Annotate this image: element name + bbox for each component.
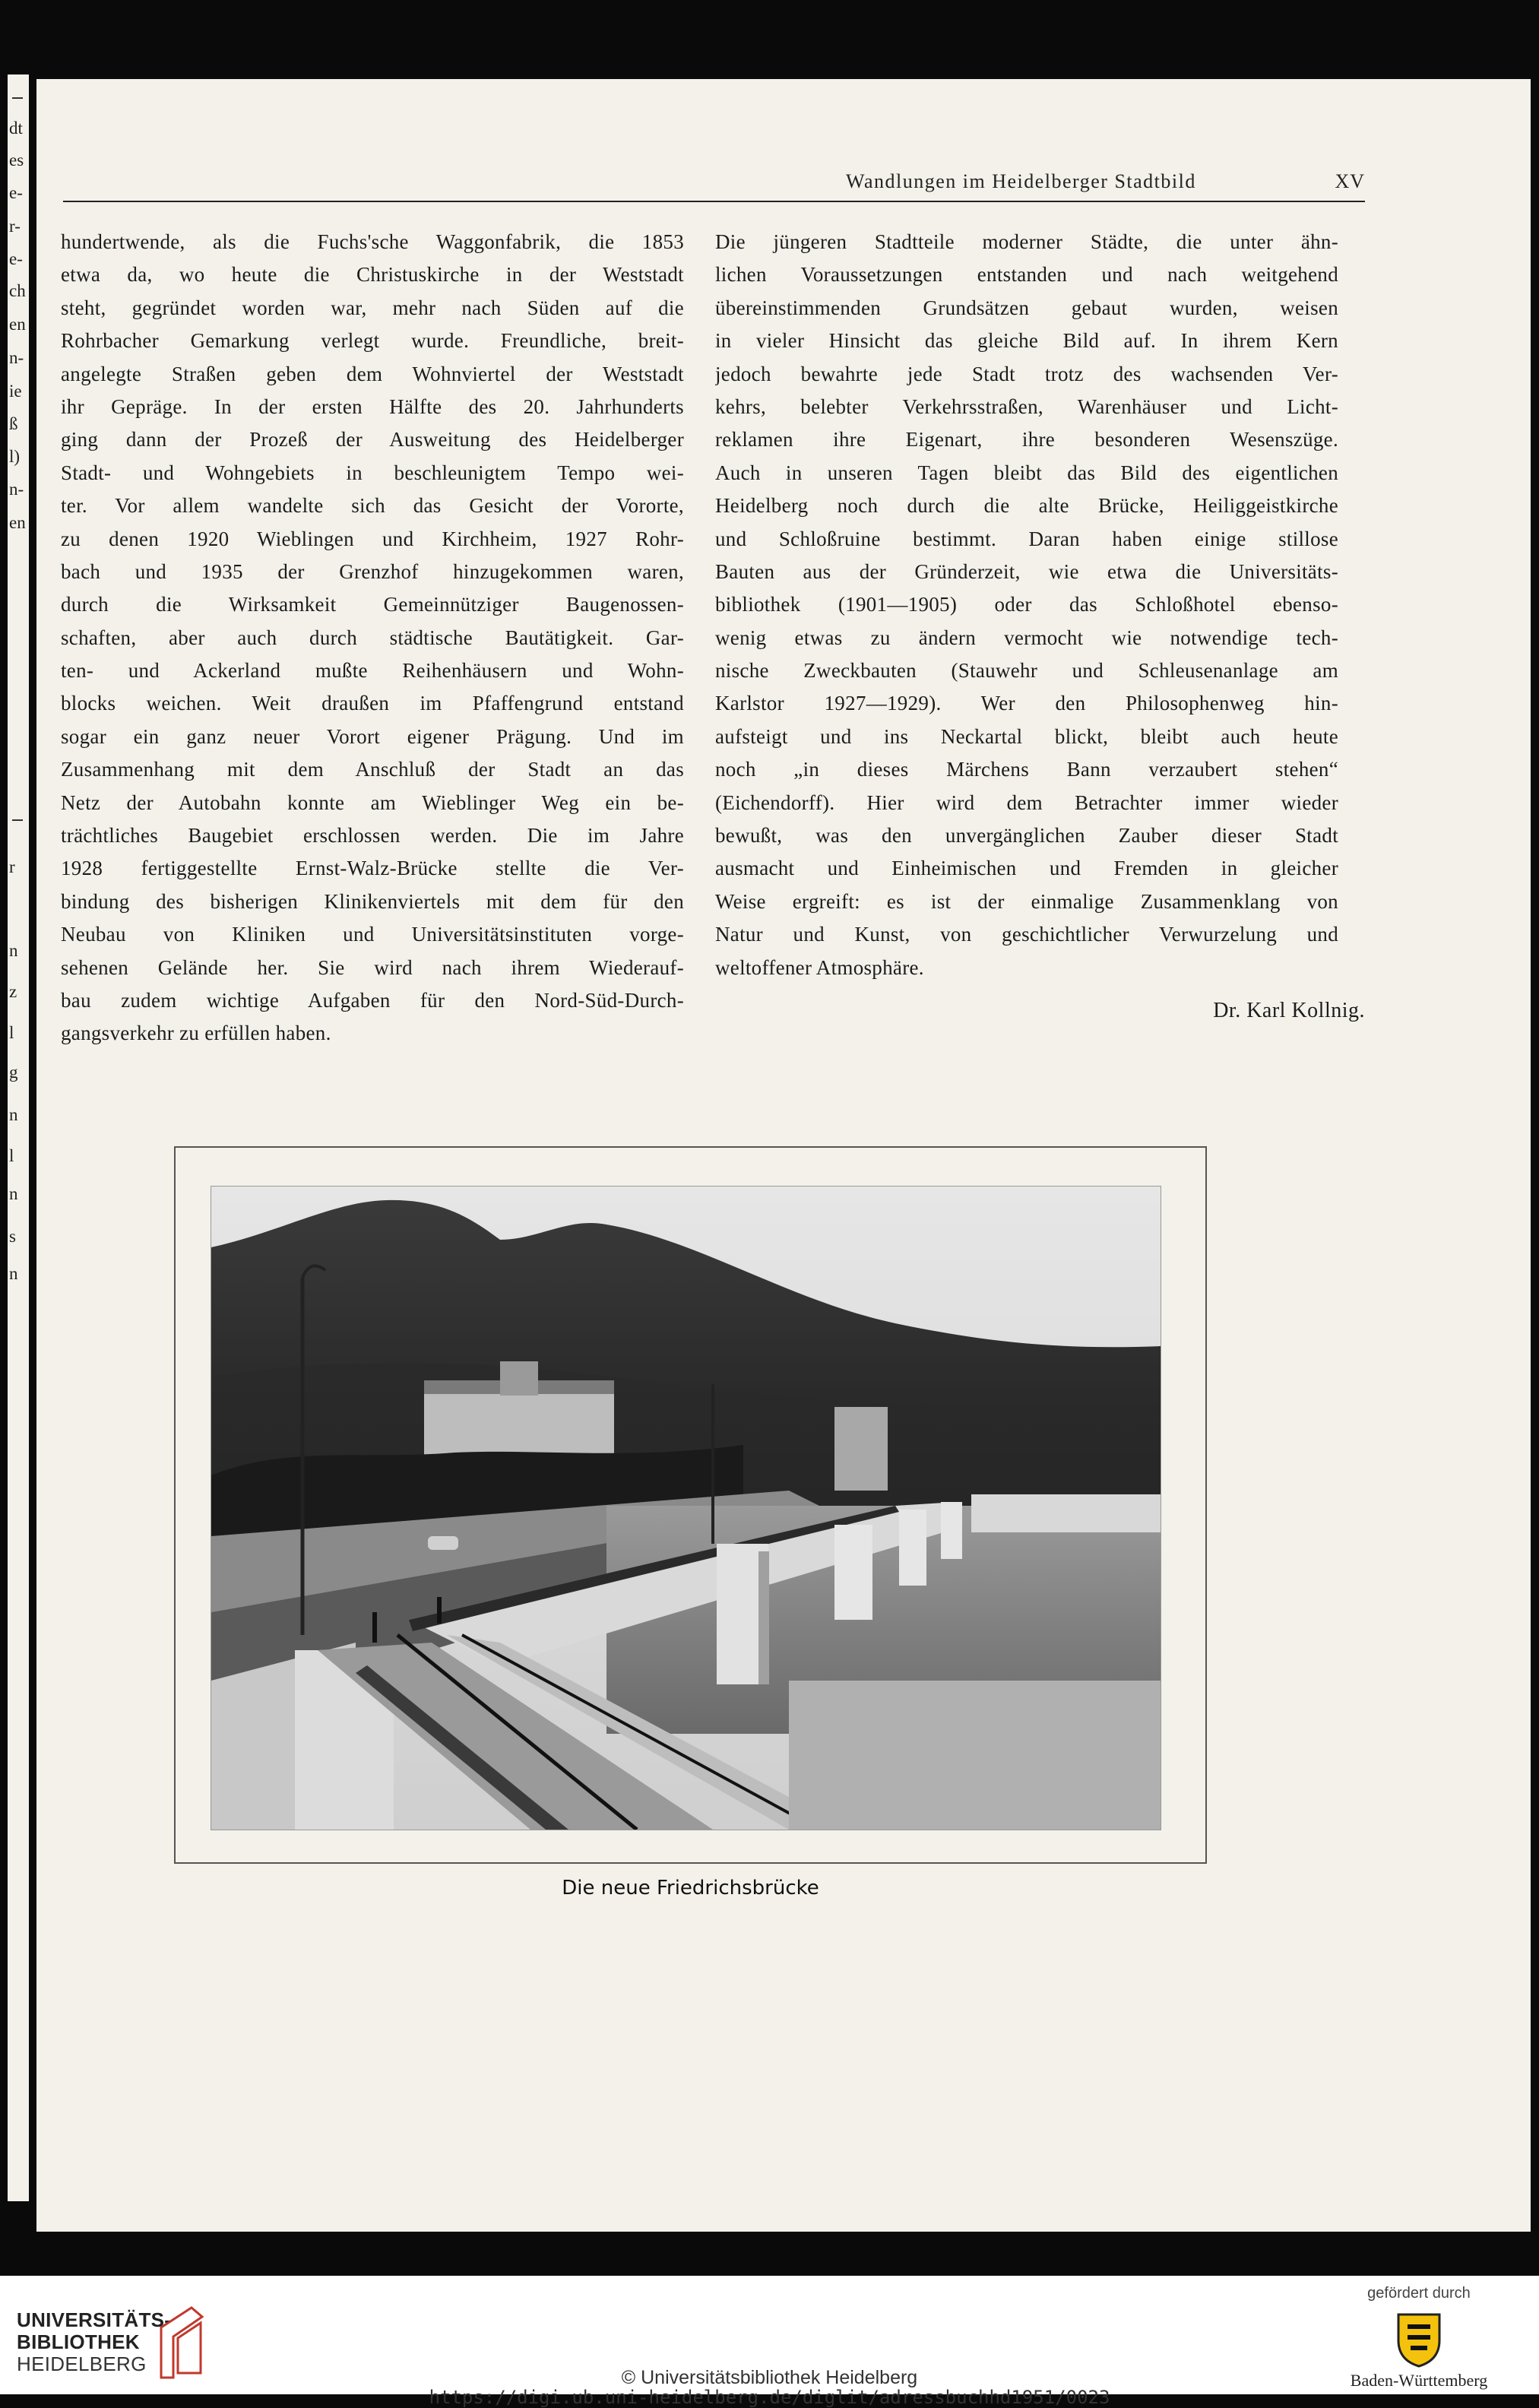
text-line: Neubau von Kliniken und Universitätsinstituten vorge- [61, 923, 684, 946]
text-line: bindung des bisherigen Klinikenviertels mit dem für den [61, 889, 684, 913]
adjacent-page-fragment: s [9, 1227, 16, 1246]
text-line: bewußt, was den unvergänglichen Zauber dieser Stadt [715, 824, 1338, 848]
adjacent-page-fragment: n- [9, 348, 24, 367]
adjacent-page-fragment: e- [9, 183, 23, 202]
adjacent-page-fragment: ie [9, 382, 22, 401]
adjacent-page-fragment: n [9, 941, 18, 960]
text-line: bau zudem wichtige Aufgaben für den Nord-Süd-Durch- [61, 988, 684, 1012]
text-line: steht, gegründet worden war, mehr nach Süden auf die [61, 296, 684, 319]
text-line: Zusammenhang mit dem Anschluß der Stadt an das [61, 758, 684, 781]
running-header-title: Wandlungen im Heidelberger Stadtbild [846, 170, 1196, 192]
adjacent-page-fragment: en [9, 513, 26, 532]
footer [0, 2276, 1539, 2408]
header-rule [63, 201, 1365, 202]
sponsor-name: Baden-Württemberg [1350, 2371, 1488, 2390]
text-line: Die jüngeren Stadtteile moderner Städte, die unter ähn- [715, 230, 1338, 253]
text-line: angelegte Straßen geben dem Wohnviertel der Weststadt [61, 362, 684, 385]
adjacent-page-edge [8, 74, 29, 2201]
adjacent-page-fragment: n [9, 1105, 18, 1124]
text-line: hundertwende, als die Fuchs'sche Waggonfabrik, die 1853 [61, 230, 684, 253]
text-line: reklamen ihre Eigenart, ihre besonderen Wesenszüge. [715, 428, 1338, 452]
text-line: aufsteigt und ins Neckartal blickt, bleibt auch heute [715, 724, 1338, 748]
text-line: nische Zweckbauten (Stauwehr und Schleusenanlage am [715, 659, 1338, 683]
sponsor-label: gefördert durch [1367, 2285, 1471, 2302]
text-line: in vieler Hinsicht das gleiche Bild auf. In ihrem Kern [715, 329, 1338, 353]
text-line: Bauten aus der Gründerzeit, wie etwa die Universitäts- [715, 559, 1338, 583]
photo-caption: Die neue Friedrichsbrücke [562, 1877, 819, 1899]
adjacent-page-fragment: es [9, 150, 24, 170]
adjacent-page-fragment: r- [9, 217, 21, 236]
text-line: und Schloßruine bestimmt. Daran haben einige stillose [715, 527, 1338, 550]
copyright-text: © Universitätsbibliothek Heidelberg [621, 2367, 918, 2388]
sponsor-block [1343, 2285, 1495, 2391]
text-line: kehrs, belebter Verkehrsstraßen, Warenhäuser und Licht- [715, 394, 1338, 418]
text-line: wenig etwas zu ändern vermocht wie notwendige tech- [715, 626, 1338, 649]
text-line: etwa da, wo heute die Christuskirche in der Weststadt [61, 263, 684, 287]
text-line: sogar ein ganz neuer Vorort eigener Prägung. Und im [61, 724, 684, 748]
adjacent-page-fragment: n- [9, 480, 24, 499]
page-edge-mark [12, 97, 23, 99]
text-line: Auch in unseren Tagen bleibt das Bild des eigentlichen [715, 461, 1338, 484]
text-line: sehenen Gelände her. Sie wird nach ihrem Wiederauf- [61, 955, 684, 979]
text-line: bach und 1935 der Grenzhof hinzugekommen waren, [61, 559, 684, 583]
adjacent-page-fragment: en [9, 315, 26, 334]
text-line: blocks weichen. Weit draußen im Pfaffengrund entstand [61, 692, 684, 715]
ub-logo-line1: UNIVERSITÄTS- [17, 2308, 172, 2331]
text-line: durch die Wirksamkeit Gemeinnütziger Baugenossen- [61, 593, 684, 616]
page-edge-mark [12, 819, 23, 821]
permalink-url[interactable]: https://digi.ub.uni-heidelberg.de/diglit/adressbuchhd1951/0023 [429, 2387, 1110, 2408]
adjacent-page-fragment: z [9, 982, 17, 1001]
text-line: ten- und Ackerland mußte Reihenhäusern und Wohn- [61, 659, 684, 683]
ub-logo [17, 2309, 171, 2375]
adjacent-page-fragment: ß [9, 414, 18, 433]
ub-logo-line3: HEIDELBERG [17, 2353, 147, 2375]
text-line: ter. Vor allem wandelte sich das Gesicht der Vororte, [61, 494, 684, 518]
text-line: bibliothek (1901—1905) oder das Schloßhotel ebenso- [715, 593, 1338, 616]
text-column-left [61, 226, 684, 1050]
adjacent-page-fragment: n [9, 1184, 18, 1203]
adjacent-page-fragment: e- [9, 249, 23, 268]
text-line: lichen Voraussetzungen entstanden und nach weitgehend [715, 263, 1338, 287]
adjacent-page-fragment: r [9, 857, 15, 876]
text-line: weltoffener Atmosphäre. [715, 955, 924, 979]
adjacent-page-fragment: n [9, 1264, 18, 1283]
text-line: zu denen 1920 Wieblingen und Kirchheim, 1927 Rohr- [61, 527, 684, 550]
text-line: gangsverkehr zu erfüllen haben. [61, 1022, 331, 1045]
text-line: Heidelberg noch durch die alte Brücke, Heiliggeistkirche [715, 494, 1338, 518]
text-line: noch „in dieses Märchens Bann verzaubert stehen“ [715, 758, 1338, 781]
text-line: Rohrbacher Gemarkung verlegt wurde. Freundliche, breit- [61, 329, 684, 353]
adjacent-page-fragment: ch [9, 281, 26, 300]
page [36, 79, 1531, 2232]
text-line: übereinstimmenden Grundsätzen gebaut wurden, weisen [715, 296, 1338, 319]
ub-logo-line2: BIBLIOTHEK [17, 2330, 140, 2353]
bridge-photo [211, 1186, 1161, 1830]
author-signature: Dr. Karl Kollnig. [1213, 999, 1365, 1022]
coat-of-arms-icon [1392, 2310, 1446, 2368]
text-line: Karlstor 1927—1929). Wer den Philosophenweg hin- [715, 692, 1338, 715]
page-number: XV [1335, 170, 1365, 192]
text-line: Stadt- und Wohngebiets in beschleunigtem Tempo wei- [61, 461, 684, 484]
text-line: trächtliches Baugebiet erschlossen werden. Die im Jahre [61, 824, 684, 848]
text-line: jedoch bewahrte jede Stadt trotz des wachsenden Ver- [715, 362, 1338, 385]
text-line: ausmacht und Einheimischen und Fremden in gleicher [715, 857, 1338, 880]
text-line: Natur und Kunst, von geschichtlicher Verwurzelung und [715, 923, 1338, 946]
text-line: Weise ergreift: es ist der einmalige Zusammenklang von [715, 889, 1338, 913]
text-line: 1928 fertiggestellte Ernst-Walz-Brücke stellte die Ver- [61, 857, 684, 880]
adjacent-page-fragment: dt [9, 119, 23, 138]
text-line: (Eichendorff). Hier wird dem Betrachter immer wieder [715, 791, 1338, 814]
text-line: ging dann der Prozeß der Ausweitung des Heidelberger [61, 428, 684, 452]
adjacent-page-fragment: l [9, 1023, 14, 1042]
text-column-right [715, 226, 1338, 984]
adjacent-page-fragment: g [9, 1063, 18, 1082]
running-header [63, 170, 1365, 198]
adjacent-page-fragment: l [9, 1146, 14, 1165]
text-line: ihr Gepräge. In der ersten Hälfte des 20. Jahrhunderts [61, 394, 684, 418]
text-line: Netz der Autobahn konnte am Wieblinger Weg ein be- [61, 791, 684, 814]
text-line: schaften, aber auch durch städtische Bautätigkeit. Gar- [61, 626, 684, 649]
adjacent-page-fragment: l) [9, 447, 21, 466]
